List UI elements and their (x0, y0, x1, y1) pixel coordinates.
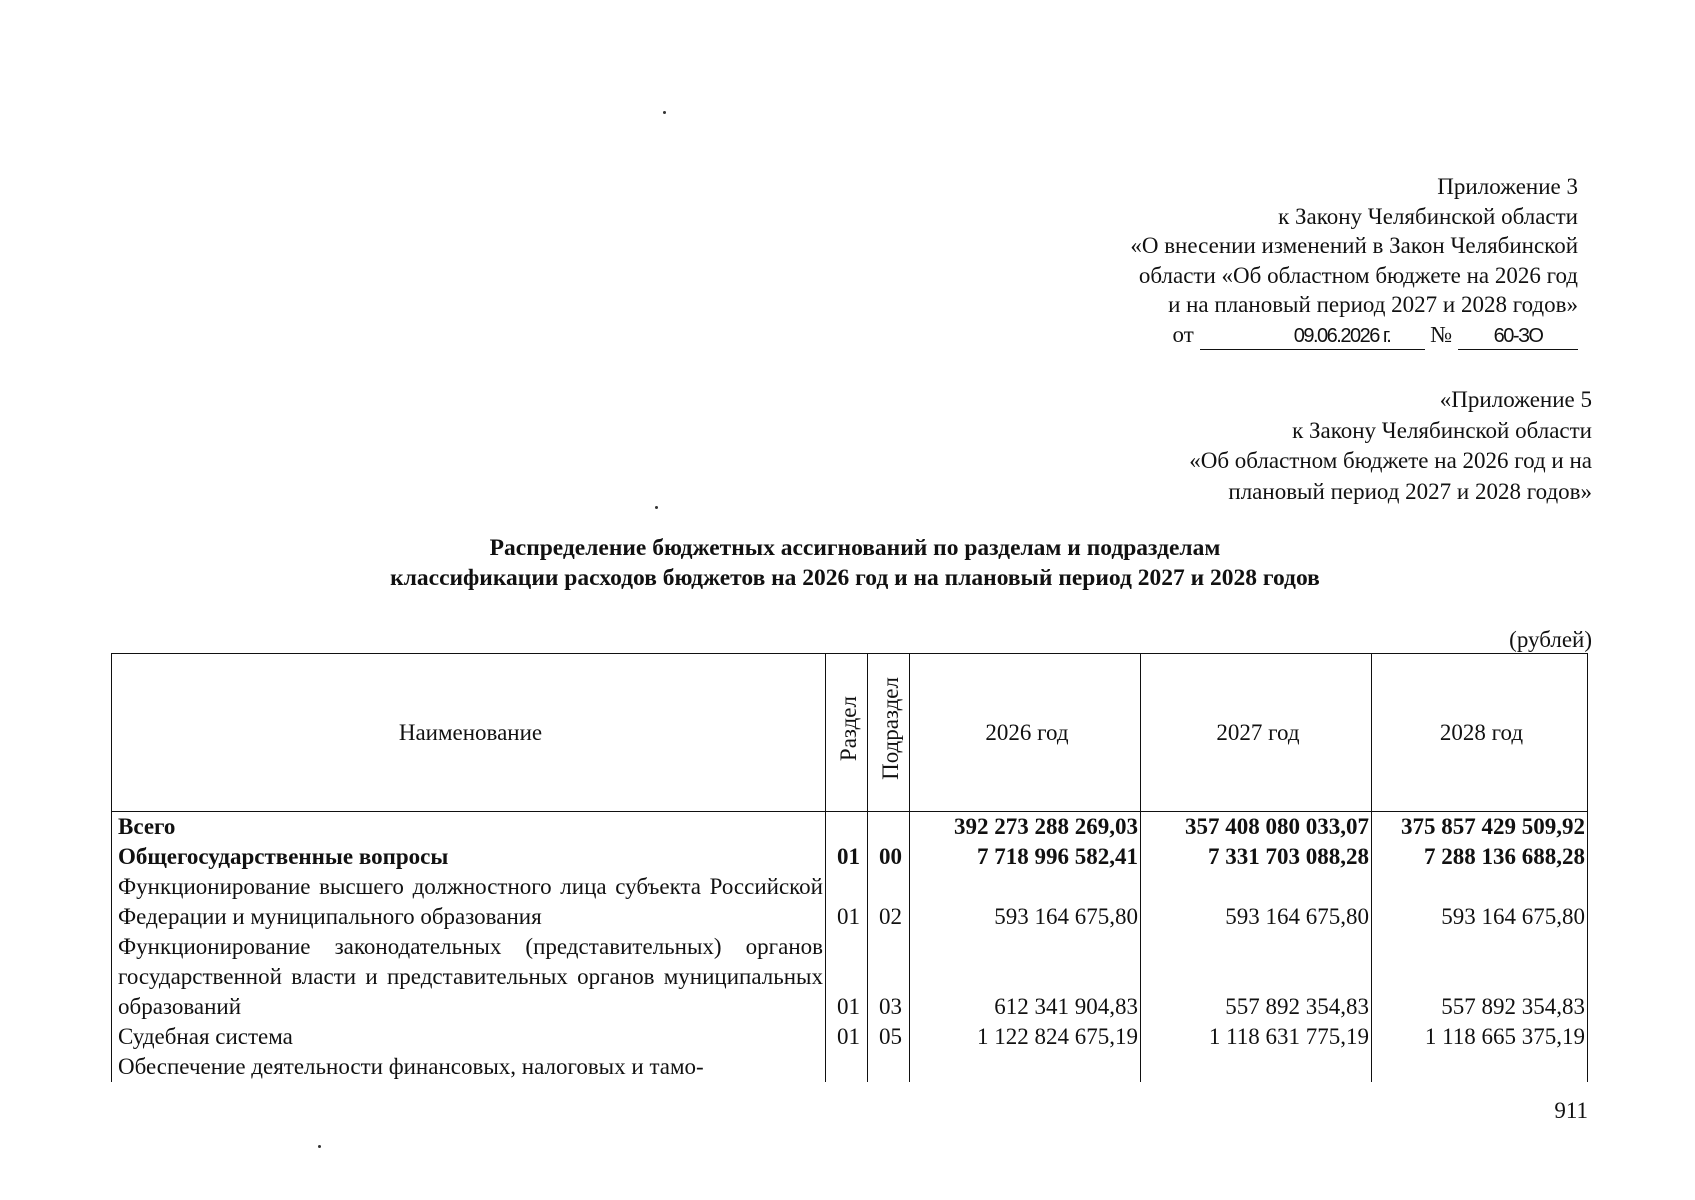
row-name: Общегосударственные вопросы (112, 842, 826, 872)
title-line-2: классификации расходов бюджетов на 2026 год и на плановый период 2027 и 2028 годов (390, 565, 1320, 591)
header-2028: 2028 год (1372, 654, 1588, 812)
appendix-line: и на плановый период 2027 и 2028 годов» (1168, 292, 1578, 317)
table-row (112, 1022, 1588, 1052)
row-name: Функционирование высшего должностного лица субъекта Российской Федерации и муниципального образования (112, 872, 826, 932)
row-amount-2028: 375 857 429 509,92 (1372, 812, 1588, 843)
row-name: Функционирование законодательных (представительных) органов государственной власти и представительных органов муниципальных образований (112, 932, 826, 1022)
row-subsection (868, 812, 910, 843)
row-amount-2028 (1372, 1052, 1588, 1082)
row-amount-2028: 593 164 675,80 (1372, 872, 1588, 932)
row-amount-2028: 7 288 136 688,28 (1372, 842, 1588, 872)
units-label: (рублей) (1509, 627, 1592, 652)
row-amount-2027: 557 892 354,83 (1141, 932, 1372, 1022)
row-section (826, 812, 868, 843)
row-subsection: 02 (868, 872, 910, 932)
table-row (112, 872, 1588, 932)
header-2027: 2027 год (1141, 654, 1372, 812)
document-title (130, 533, 1580, 593)
header-name: Наименование (112, 654, 826, 812)
appendix-line: «Об областном бюджете на 2026 год и на (1189, 448, 1592, 473)
header-2026: 2026 год (910, 654, 1141, 812)
appendix-line: к Закону Челябинской области (1292, 417, 1592, 443)
title-line-1: Распределение бюджетных ассигнований по разделам и подразделам (489, 535, 1221, 561)
row-amount-2026 (910, 1052, 1141, 1082)
date-value: 09.06.2026 г. (1200, 323, 1425, 350)
row-amount-2026: 7 718 996 582,41 (910, 842, 1141, 872)
number-value: 60-ЗО (1458, 323, 1578, 350)
row-section: 01 (826, 842, 868, 872)
row-section (826, 1052, 868, 1082)
row-section: 01 (826, 1022, 868, 1052)
table-row (112, 1052, 1588, 1082)
row-section: 01 (826, 872, 868, 932)
row-subsection (868, 1052, 910, 1082)
table-row (112, 812, 1588, 843)
row-amount-2026: 612 341 904,83 (910, 932, 1141, 1022)
table-row (112, 842, 1588, 872)
row-subsection: 00 (868, 842, 910, 872)
appendix-line: «О внесении изменений в Закон Челябинской (1130, 233, 1578, 258)
header-section: Раздел (826, 654, 868, 812)
appendix-header (958, 172, 1578, 350)
table-row (112, 932, 1588, 1022)
row-subsection: 03 (868, 932, 910, 1022)
page-number: 911 (1554, 1098, 1588, 1123)
number-prefix: № (1430, 321, 1453, 347)
appendix-line: Приложение 3 (1437, 174, 1578, 199)
row-amount-2028: 557 892 354,83 (1372, 932, 1588, 1022)
budget-table (111, 653, 1588, 1082)
appendix-line: к Закону Челябинской области (1278, 203, 1578, 229)
row-amount-2028: 1 118 665 375,19 (1372, 1022, 1588, 1052)
appendix-line: плановый период 2027 и 2028 годов» (1228, 478, 1592, 504)
date-prefix: от (1172, 321, 1194, 347)
row-section: 01 (826, 932, 868, 1022)
row-amount-2027: 7 331 703 088,28 (1141, 842, 1372, 872)
table-header-row (112, 654, 1588, 812)
row-amount-2027: 593 164 675,80 (1141, 872, 1372, 932)
header-subsection: Подраздел (868, 654, 910, 812)
appendix-line: области «Об областном бюджете на 2026 год (1138, 262, 1578, 288)
row-amount-2026: 392 273 288 269,03 (910, 812, 1141, 843)
row-amount-2027: 1 118 631 775,19 (1141, 1022, 1372, 1052)
row-name: Судебная система (112, 1022, 826, 1052)
row-amount-2027: 357 408 080 033,07 (1141, 812, 1372, 843)
appendix-date-line (958, 320, 1578, 350)
row-name: Обеспечение деятельности финансовых, налоговых и тамо- (112, 1052, 826, 1082)
row-name: Всего (112, 812, 826, 843)
row-amount-2026: 593 164 675,80 (910, 872, 1141, 932)
row-amount-2026: 1 122 824 675,19 (910, 1022, 1141, 1052)
appendix-line: «Приложение 5 (1439, 387, 1592, 412)
row-amount-2027 (1141, 1052, 1372, 1082)
row-subsection: 05 (868, 1022, 910, 1052)
appendix-original-header (1032, 385, 1592, 507)
